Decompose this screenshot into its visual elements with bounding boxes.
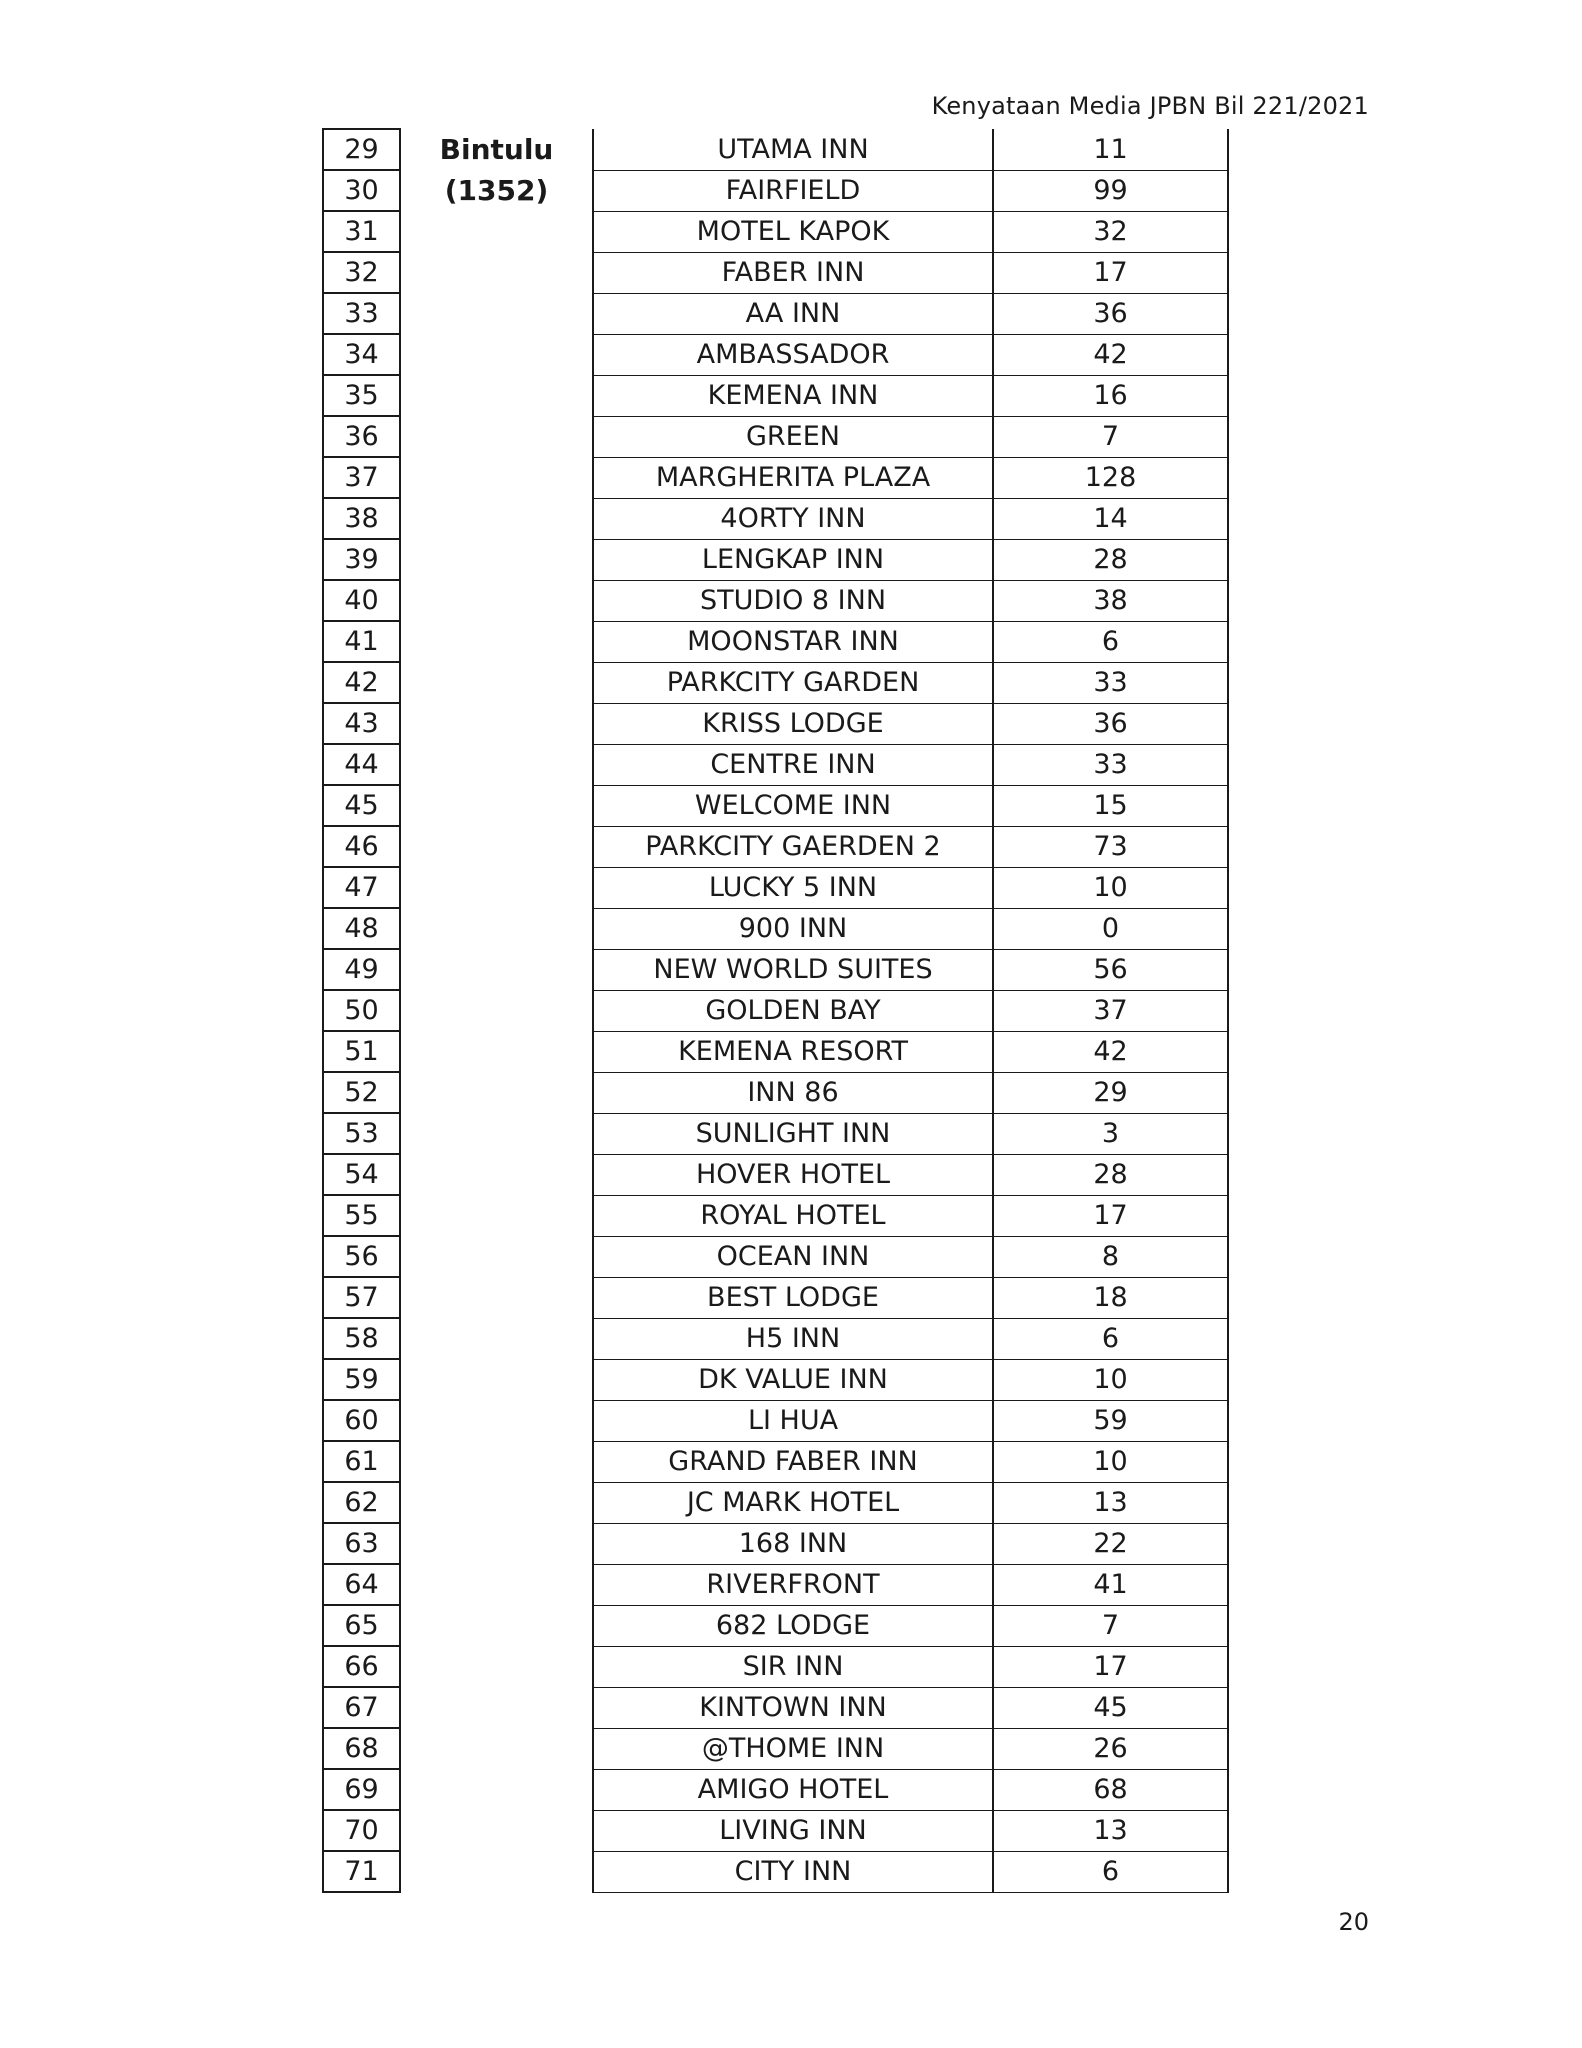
- district-cell: [400, 1318, 593, 1359]
- centre-name: CENTRE INN: [593, 744, 993, 785]
- occupant-count: 99: [993, 170, 1228, 211]
- occupant-count: 14: [993, 498, 1228, 539]
- district-cell: [400, 990, 593, 1031]
- row-number: 29: [323, 129, 400, 170]
- table-row: [323, 1154, 1228, 1195]
- district-cell: [400, 211, 593, 252]
- table-row: [323, 498, 1228, 539]
- table-row: [323, 211, 1228, 252]
- centre-name: MOONSTAR INN: [593, 621, 993, 662]
- centre-name: @THOME INN: [593, 1728, 993, 1769]
- centre-name: HOVER HOTEL: [593, 1154, 993, 1195]
- table-row: [323, 129, 1228, 170]
- row-number: 71: [323, 1851, 400, 1892]
- occupant-count: 45: [993, 1687, 1228, 1728]
- row-number: 51: [323, 1031, 400, 1072]
- table-row: [323, 580, 1228, 621]
- table-row: [323, 1400, 1228, 1441]
- row-number: 60: [323, 1400, 400, 1441]
- centre-name: MARGHERITA PLAZA: [593, 457, 993, 498]
- row-number: 57: [323, 1277, 400, 1318]
- district-cell: [400, 1400, 593, 1441]
- table-row: [323, 1195, 1228, 1236]
- row-number: 54: [323, 1154, 400, 1195]
- centre-name: 682 LODGE: [593, 1605, 993, 1646]
- table-row: [323, 990, 1228, 1031]
- table-row: [323, 334, 1228, 375]
- row-number: 67: [323, 1687, 400, 1728]
- occupant-count: 33: [993, 744, 1228, 785]
- district-cell: [400, 1031, 593, 1072]
- district-cell: [400, 621, 593, 662]
- row-number: 30: [323, 170, 400, 211]
- district-cell: [400, 826, 593, 867]
- district-cell: [400, 1195, 593, 1236]
- row-number: 69: [323, 1769, 400, 1810]
- document-reference: Kenyataan Media JPBN Bil 221/2021: [931, 92, 1369, 120]
- district-cell: [400, 1359, 593, 1400]
- table-row: [323, 1769, 1228, 1810]
- centre-name: CITY INN: [593, 1851, 993, 1892]
- centre-name: PARKCITY GAERDEN 2: [593, 826, 993, 867]
- centre-name: JC MARK HOTEL: [593, 1482, 993, 1523]
- occupant-count: 10: [993, 1441, 1228, 1482]
- page-number: 20: [1338, 1908, 1369, 1936]
- table-row: [323, 457, 1228, 498]
- row-number: 65: [323, 1605, 400, 1646]
- row-number: 35: [323, 375, 400, 416]
- table-row: [323, 621, 1228, 662]
- occupant-count: 17: [993, 1195, 1228, 1236]
- table-row: [323, 949, 1228, 990]
- centre-name: 168 INN: [593, 1523, 993, 1564]
- row-number: 41: [323, 621, 400, 662]
- centre-name: ROYAL HOTEL: [593, 1195, 993, 1236]
- occupant-count: 41: [993, 1564, 1228, 1605]
- district-cell: [400, 1277, 593, 1318]
- occupant-count: 13: [993, 1810, 1228, 1851]
- occupant-count: 17: [993, 252, 1228, 293]
- table-row: [323, 1236, 1228, 1277]
- district-cell: [400, 949, 593, 990]
- table-row: [323, 293, 1228, 334]
- table-row: [323, 1359, 1228, 1400]
- centre-name: RIVERFRONT: [593, 1564, 993, 1605]
- table-row: [323, 744, 1228, 785]
- occupant-count: 0: [993, 908, 1228, 949]
- row-number: 42: [323, 662, 400, 703]
- district-cell: [400, 1810, 593, 1851]
- centre-name: PARKCITY GARDEN: [593, 662, 993, 703]
- district-cell: [400, 1687, 593, 1728]
- row-number: 50: [323, 990, 400, 1031]
- occupant-count: 10: [993, 1359, 1228, 1400]
- district-cell: [400, 416, 593, 457]
- occupant-count: 8: [993, 1236, 1228, 1277]
- district-cell: [400, 252, 593, 293]
- table-row: [323, 826, 1228, 867]
- table-row: [323, 785, 1228, 826]
- district-cell: [400, 1523, 593, 1564]
- row-number: 62: [323, 1482, 400, 1523]
- row-number: 36: [323, 416, 400, 457]
- district-cell: [400, 539, 593, 580]
- occupant-count: 16: [993, 375, 1228, 416]
- table-row: [323, 252, 1228, 293]
- table-row: [323, 539, 1228, 580]
- occupant-count: 37: [993, 990, 1228, 1031]
- row-number: 31: [323, 211, 400, 252]
- row-number: 59: [323, 1359, 400, 1400]
- row-number: 38: [323, 498, 400, 539]
- table-row: [323, 1851, 1228, 1892]
- district-cell: [400, 1482, 593, 1523]
- occupant-count: 3: [993, 1113, 1228, 1154]
- occupant-count: 73: [993, 826, 1228, 867]
- district-cell: [400, 744, 593, 785]
- centre-name: LUCKY 5 INN: [593, 867, 993, 908]
- centre-name: INN 86: [593, 1072, 993, 1113]
- centre-name: H5 INN: [593, 1318, 993, 1359]
- table-row: [323, 1113, 1228, 1154]
- row-number: 53: [323, 1113, 400, 1154]
- row-number: 33: [323, 293, 400, 334]
- occupant-count: 22: [993, 1523, 1228, 1564]
- district-cell: [400, 1441, 593, 1482]
- centre-name: STUDIO 8 INN: [593, 580, 993, 621]
- occupant-count: 6: [993, 621, 1228, 662]
- district-cell: [400, 703, 593, 744]
- table-row: [323, 1072, 1228, 1113]
- table-row: [323, 662, 1228, 703]
- centre-name: GREEN: [593, 416, 993, 457]
- centre-name: AA INN: [593, 293, 993, 334]
- row-number: 70: [323, 1810, 400, 1851]
- centre-name: GRAND FABER INN: [593, 1441, 993, 1482]
- occupant-count: 6: [993, 1318, 1228, 1359]
- centre-name: UTAMA INN: [593, 129, 993, 170]
- row-number: 44: [323, 744, 400, 785]
- table-row: [323, 1318, 1228, 1359]
- centre-name: OCEAN INN: [593, 1236, 993, 1277]
- table-row: [323, 1687, 1228, 1728]
- centre-name: FABER INN: [593, 252, 993, 293]
- centre-name: SUNLIGHT INN: [593, 1113, 993, 1154]
- centre-name: LI HUA: [593, 1400, 993, 1441]
- table-row: [323, 1523, 1228, 1564]
- district-cell: [400, 1605, 593, 1646]
- district-cell: [400, 1769, 593, 1810]
- district-cell: [400, 1728, 593, 1769]
- occupant-count: 13: [993, 1482, 1228, 1523]
- centre-name: NEW WORLD SUITES: [593, 949, 993, 990]
- occupant-count: 18: [993, 1277, 1228, 1318]
- district-cell: [400, 498, 593, 539]
- centre-name: DK VALUE INN: [593, 1359, 993, 1400]
- table-row: [323, 1810, 1228, 1851]
- quarantine-centre-table: [322, 128, 1229, 1893]
- district-cell: [400, 375, 593, 416]
- centre-name: SIR INN: [593, 1646, 993, 1687]
- centre-name: KRISS LODGE: [593, 703, 993, 744]
- district-cell: [400, 662, 593, 703]
- occupant-count: 7: [993, 1605, 1228, 1646]
- table-row: [323, 867, 1228, 908]
- district-cell: [400, 1564, 593, 1605]
- table-row: [323, 703, 1228, 744]
- row-number: 40: [323, 580, 400, 621]
- table-row: [323, 1031, 1228, 1072]
- row-number: 37: [323, 457, 400, 498]
- district-cell: [400, 785, 593, 826]
- table-row: [323, 1564, 1228, 1605]
- centre-name: AMBASSADOR: [593, 334, 993, 375]
- row-number: 34: [323, 334, 400, 375]
- table-row: [323, 1277, 1228, 1318]
- row-number: 68: [323, 1728, 400, 1769]
- occupant-count: 36: [993, 293, 1228, 334]
- district-cell: [400, 1154, 593, 1195]
- centre-name: AMIGO HOTEL: [593, 1769, 993, 1810]
- table-row: [323, 416, 1228, 457]
- district-cell: [400, 580, 593, 621]
- row-number: 55: [323, 1195, 400, 1236]
- district-cell: [400, 1646, 593, 1687]
- centre-name: BEST LODGE: [593, 1277, 993, 1318]
- centre-name: KEMENA INN: [593, 375, 993, 416]
- centre-name: KEMENA RESORT: [593, 1031, 993, 1072]
- table-row: [323, 375, 1228, 416]
- occupant-count: 15: [993, 785, 1228, 826]
- centre-name: FAIRFIELD: [593, 170, 993, 211]
- occupant-count: 36: [993, 703, 1228, 744]
- district-cell: [400, 334, 593, 375]
- row-number: 58: [323, 1318, 400, 1359]
- district-total: (1352): [444, 174, 549, 207]
- table-row: [323, 1482, 1228, 1523]
- centre-name: 4ORTY INN: [593, 498, 993, 539]
- row-number: 61: [323, 1441, 400, 1482]
- table-row: [323, 1605, 1228, 1646]
- district-cell: [400, 1113, 593, 1154]
- centre-name: WELCOME INN: [593, 785, 993, 826]
- centre-name: LENGKAP INN: [593, 539, 993, 580]
- district-cell: [400, 1236, 593, 1277]
- district-cell: [400, 908, 593, 949]
- district-cell: [400, 1851, 593, 1892]
- table-row: [323, 1728, 1228, 1769]
- district-cell: [400, 293, 593, 334]
- occupant-count: 10: [993, 867, 1228, 908]
- occupant-count: 42: [993, 334, 1228, 375]
- occupant-count: 7: [993, 416, 1228, 457]
- district-cell: [400, 457, 593, 498]
- centre-name: LIVING INN: [593, 1810, 993, 1851]
- occupant-count: 59: [993, 1400, 1228, 1441]
- row-number: 49: [323, 949, 400, 990]
- table-body: [323, 129, 1228, 1892]
- row-number: 46: [323, 826, 400, 867]
- occupant-count: 128: [993, 457, 1228, 498]
- centre-name: 900 INN: [593, 908, 993, 949]
- occupant-count: 26: [993, 1728, 1228, 1769]
- occupant-count: 68: [993, 1769, 1228, 1810]
- row-number: 47: [323, 867, 400, 908]
- table-row: [323, 908, 1228, 949]
- occupant-count: 28: [993, 539, 1228, 580]
- table-row: [323, 170, 1228, 211]
- row-number: 64: [323, 1564, 400, 1605]
- district-cell: [400, 1072, 593, 1113]
- centre-name: GOLDEN BAY: [593, 990, 993, 1031]
- row-number: 32: [323, 252, 400, 293]
- occupant-count: 11: [993, 129, 1228, 170]
- table-row: [323, 1441, 1228, 1482]
- row-number: 45: [323, 785, 400, 826]
- occupant-count: 38: [993, 580, 1228, 621]
- occupant-count: 56: [993, 949, 1228, 990]
- row-number: 66: [323, 1646, 400, 1687]
- row-number: 56: [323, 1236, 400, 1277]
- row-number: 43: [323, 703, 400, 744]
- district-cell: [400, 867, 593, 908]
- centre-name: MOTEL KAPOK: [593, 211, 993, 252]
- occupant-count: 6: [993, 1851, 1228, 1892]
- row-number: 63: [323, 1523, 400, 1564]
- row-number: 52: [323, 1072, 400, 1113]
- row-number: 48: [323, 908, 400, 949]
- occupant-count: 42: [993, 1031, 1228, 1072]
- occupant-count: 28: [993, 1154, 1228, 1195]
- occupant-count: 32: [993, 211, 1228, 252]
- occupant-count: 29: [993, 1072, 1228, 1113]
- district-name: Bintulu: [439, 133, 554, 166]
- occupant-count: 17: [993, 1646, 1228, 1687]
- table-row: [323, 1646, 1228, 1687]
- occupant-count: 33: [993, 662, 1228, 703]
- row-number: 39: [323, 539, 400, 580]
- centre-name: KINTOWN INN: [593, 1687, 993, 1728]
